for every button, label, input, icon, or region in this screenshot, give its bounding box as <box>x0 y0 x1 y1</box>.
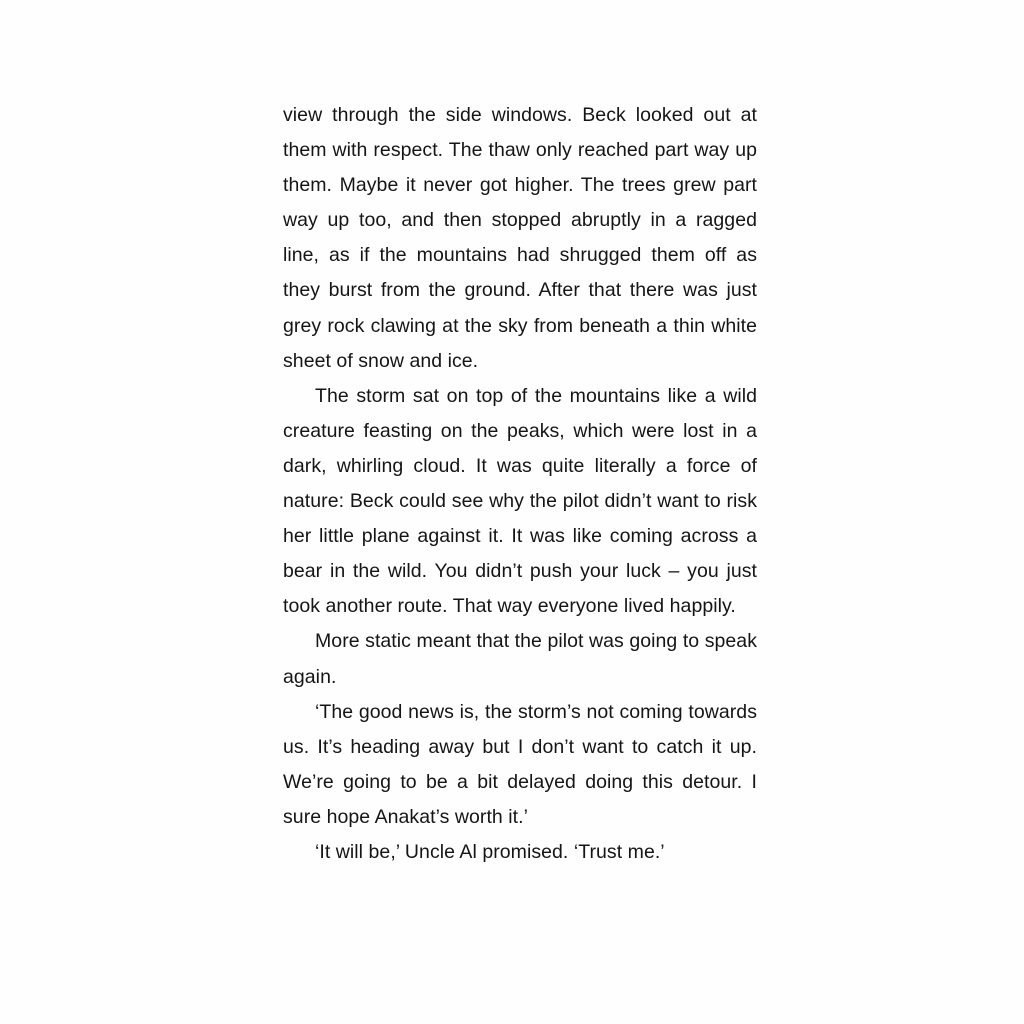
paragraph-4: ‘The good news is, the storm’s not coming towards us. It’s heading away but I don’t want to catch it up. We’re going to be a bit delayed doing this detour. I sure hope Anakat’s worth it.’ <box>283 700 757 828</box>
paragraph-1: view through the side windows. Beck looked out at them with respect. The thaw only reached part way up them. Maybe it never got higher. The trees grew part way up too, and then stopped abruptly in a ragged line, as if the mountains had shrugged them off as they burst from the ground. After that there was just grey rock clawing at the sky from beneath a thin white sheet of snow and ice. <box>283 104 757 372</box>
paragraph-3: More static meant that the pilot was going to speak again. <box>283 630 757 688</box>
paragraph-2: The storm sat on top of the mountains like a wild creature feasting on the peaks, which were lost in a dark, whirling cloud. It was quite literally a force of nature: Beck could see why the pilot didn’t want to risk her little plane against it. It was like coming across a bear in the wild. You didn’t push your luck – you just took another route. That way everyone lived happily. <box>283 384 757 618</box>
paragraph-5: ‘It will be,’ Uncle Al promised. ‘Trust me.’ <box>315 840 665 863</box>
body-text <box>283 98 757 870</box>
